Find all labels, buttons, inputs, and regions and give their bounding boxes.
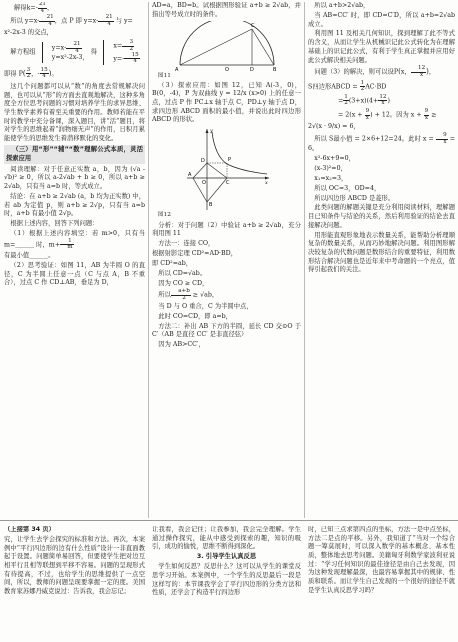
paragraph: 时，已知三点求第四点的坐标，方法一是中点坐标，方法二是点的平移。另外，我知道了“当对一个综合题一筹莫展时，可以深入数学的基本概念、基本性质，整体地去思考问题。美籍匈牙利数学家波利亚说过：“学习任何知识的最佳途径是由自己去发现，因为这种发现理解最深，也最容易掌握其中的规律、性质和联系。而让学生自己发现的一个很好的途径不就是学生认真反思学习吗？ (308, 526, 455, 594)
label-d: D (249, 66, 254, 73)
section-divider (0, 520, 458, 521)
fraction (171, 289, 191, 301)
solve-var: k=- (26, 4, 38, 12)
label-c: C (250, 22, 254, 29)
frac-num: 1 (344, 93, 348, 100)
point-p: 即得 P( $\frac{3}{2}$ ，- $\frac{15}{4}$ )。 (4, 66, 58, 80)
text: (x-3)²=0， (314, 164, 347, 172)
label-a: A (187, 172, 191, 179)
frac-num: 15 (124, 53, 139, 60)
frac-den: x (420, 71, 424, 78)
text: 此时 CO=CD，即 a=b， (158, 312, 232, 320)
frac-den: 2 (344, 100, 348, 107)
text: 所以 (158, 292, 171, 300)
semicircle (180, 21, 274, 65)
text: y=- (113, 55, 125, 63)
text: 与 y= (113, 17, 133, 25)
label-o: O (201, 180, 206, 187)
text: = (338, 97, 344, 105)
text: 所以 a+b>2√ab， (314, 2, 370, 9)
system-b (103, 40, 140, 64)
text: x²-2x-3 的交点， (4, 28, 53, 36)
line-frac (152, 289, 301, 301)
text: ) (387, 97, 390, 105)
paragraph: 究，让学生去学会探究的标准和方法。再次，本案例中“平行四边形的边有什么性质”设计一非直面教起于设置。问题简单易回答，但要使学生把对边互相平行且相等联想到平移不容易。问题的呈现形式有待提高，不过，也给学生的思维提供了一点空间，所以，教师的问题呈现要掌握一定的度。美国教育家苏娜丹威克说过：告诉我，我会忘记； (4, 535, 145, 595)
line-y (4, 15, 145, 27)
fraction (98, 15, 113, 27)
paragraph: 方法二：补出 AB 下方的半圆，延长 CD 交⊙O 于 C′（AB 是直径 CC′ 是非直径弦） (152, 322, 301, 339)
frac-num: 12 (379, 93, 387, 100)
frac-den: x (365, 114, 369, 121)
paragraph: 结论：在 a+b ≥ 2√ab (a，b 均为正实数) 中，若 ab 为定值 p，则 a+b ≥ 2√p，只有当 a=b 时，a+b 有最小值 2√p。 (4, 192, 145, 218)
solve-text: 解得 (14, 4, 27, 12)
min-line (308, 133, 455, 154)
figure-11 (172, 21, 282, 73)
frac-den: 4 (75, 47, 79, 54)
frac-num: 12 (411, 66, 426, 73)
frac-den: 4 (40, 7, 45, 14)
label-y: y (209, 128, 213, 135)
quadrilateral-abcd (193, 163, 227, 202)
text: y=x²-2x-3， (51, 54, 89, 62)
frac-num: 9 (436, 133, 448, 140)
text: 所以四边形 ABCD 是菱形。 (314, 194, 395, 202)
bottom-column-3 (308, 526, 455, 640)
text: x²-6x+9=0， (314, 155, 355, 163)
paragraph: 根据上述内容，回答下列问题： (10, 220, 99, 228)
text: x= (113, 43, 123, 51)
frac-num: 3 (26, 66, 31, 73)
fraction (39, 15, 54, 27)
equation-system: 解方程组 y=x- $\frac{21}{4}$ y=x²-2x-3， 得 x= $\frac{3}{2}$ y=- $\frac{15}{4}$ (10, 39, 139, 65)
text: 有最小值______。 (4, 252, 55, 259)
paragraph: 学生如何反思？反思什么？这可以从学生的课堂反思学习开始。本案例中，一个学生的反思最后一段是这样写的：本节课我学会了平行四边形的分类方法和性质，还学会了构造平行四边形 (152, 563, 301, 597)
area-line-1 (308, 81, 455, 93)
text: (3+x)(4+ (348, 97, 379, 105)
text: ≥ (429, 111, 437, 119)
area-line-3 (338, 109, 455, 121)
text: 方法一：连接 CO， (158, 240, 215, 248)
fraction: $\frac{1}{m}$ (60, 239, 74, 251)
column-2 (152, 2, 301, 518)
paragraph: 让我看，我会记住；让我参加，我会完全理解。学生通过操作探究，能从中感受到探索的趣，知识的吸引，成功的愉悦，思维不断得到深化。 (152, 526, 301, 551)
label-b: B (208, 202, 212, 209)
frac-num: 21 (66, 42, 81, 49)
text: 所以 y=x- (10, 17, 40, 25)
y-arrow (205, 129, 208, 133)
continued-tag: （上接第 34 页） (4, 526, 55, 533)
column-1 (4, 2, 145, 518)
fraction (122, 40, 134, 52)
fraction (66, 42, 81, 54)
frac-num: 21 (38, 2, 46, 7)
section-heading: （三）用“形”“辅”“数”理解公式本质，灵活探索应用 (4, 145, 145, 164)
column-3 (308, 2, 455, 518)
text: 问题（3）的解决，则可以设 (314, 68, 394, 76)
system-a (42, 42, 89, 63)
frac-den: x (443, 138, 447, 145)
solve-line: 解得k=- $\frac{21}{4}$ ， (14, 2, 54, 14)
paragraph: 这几个问题都可以从“数”的角度去常规解决问题，也可以从“形”的方面去直观地解决，这种多角度全方位思考问题的习惯对培养学生的求异思维、学生数学素养有着至关重要的作用。教师若能在平时的教学中充分备课，深入题目，讲“活”题目，将对学生的思维起着“润物细无声”的作用，日积月累能使学生的思维发生着潜移默化的变化。 (4, 83, 145, 143)
label-x: x (264, 180, 268, 187)
frac-den: 2 (360, 86, 365, 93)
text: 因为 AB>CC′， (158, 341, 205, 349)
frac-den: x (381, 100, 385, 107)
column-divider-2 (304, 2, 305, 518)
frac-den: 2 (26, 73, 31, 80)
paragraph: 利用图 11 及相关几何知识，探到理解了此不等式的含义，从而让学生从机械识记此公式转化为在理解基础上的识记此公式，有利于学生真正掌握并应用好此公式解决相关问题。 (308, 30, 455, 64)
text: 即 CD²=ab， (152, 259, 193, 267)
text: 根据射影定理 CD²=AD·BD， (152, 249, 238, 257)
text: ，点 P 即 y=x- (54, 17, 99, 25)
bottom-column-1 (4, 526, 145, 640)
paragraph: 用形能直观形象地表示数量关系，能帮助分析理顺复杂的数量关系，从而巧妙地解决问题。利用图形解决较复杂的代数问题是数形结合的重要特征，利用数形结合解决问题也是近年来中考命题的一个亮点，值得引起我们的关注。 (308, 231, 455, 274)
frac-den: 4 (107, 20, 111, 27)
frac-den: 4 (42, 73, 46, 80)
frac-num: 1 (360, 79, 365, 86)
subheading: 3. 引导学生认真反思 (196, 553, 257, 561)
frac-den: 4 (48, 20, 52, 27)
text: 所以 OC=3，OD=4， (314, 184, 381, 192)
text: 当 D 与 O 重合，C 为半圆中点， (158, 302, 253, 310)
hyperbola (212, 132, 267, 174)
fraction (411, 66, 426, 78)
text: P (393, 68, 399, 76)
frac-num: 9 (424, 107, 429, 114)
label-p: P (227, 157, 231, 164)
fraction (124, 53, 139, 65)
text: x₁=x₂=3， (314, 174, 348, 182)
text: 因为 CO ≥ CD， (158, 279, 209, 287)
figure-11-caption: 图11 (157, 72, 171, 79)
frac-num: 9 (365, 107, 370, 114)
label-b: B (272, 66, 276, 73)
text: 所以 S最小值 = 2×6+12=24。此时 x = (314, 135, 436, 143)
text: ≥ √ab， (190, 292, 219, 300)
fraction (436, 133, 448, 145)
figure-12 (181, 126, 273, 212)
paragraph: 阅读理解：对于任意正实数 a，b，因为 (√a - √b)² ≥ 0，所以 a-2√ab + b ≥ 0，所以 a+b ≥ 2√ab，只有当 a=b 时，等式成立。 (4, 165, 145, 190)
label-a: A (174, 66, 178, 73)
frac-den: 2 (129, 46, 134, 53)
frac-num: 21 (98, 15, 113, 22)
label-d: D (200, 158, 205, 165)
text: 解方程组 (10, 49, 36, 57)
label-o: O (224, 66, 229, 73)
frac-num: a+b (171, 289, 191, 296)
frac-num: 3 (122, 40, 134, 47)
text: y=x- (51, 44, 67, 52)
text: AC·BD (365, 83, 387, 91)
area-line-2 (338, 95, 455, 107)
fraction (38, 2, 47, 14)
text: S四边形ABCD = (308, 83, 360, 91)
paragraph: （2）思考验证：如图 11，AB 为半圆 O 的直径，C 为半圆上任意一点（C 与点 A，B 不重合），过点 C 作 CD⊥AB，垂足为 D， (4, 261, 145, 287)
paragraph: 分析：对于问题（2）中验证 a+b ≥ 2√ab，充分利用图 11 (152, 221, 301, 238)
paragraph: AD=a，BD=b。试根据图形验证 a+b ≥ 2√ab，并指出等号成立时的条件。 (152, 2, 301, 18)
frac-den: x (424, 114, 428, 121)
text: = 6。 (308, 135, 455, 153)
text: 所以 CD=√ab。 (158, 269, 207, 277)
paragraph: （3）探索应用：如图 12，已知 A(-3，0)，B(0，-4)，P 为双曲线 y = 12/x (x>0) 上的任意一点，过点 P 作 PC⊥x 轴于点 C，PD⊥y 轴于点 D，求四边形 ABCD 面积的最小值，并说出此时四边形 ABCD 的形状。 (152, 81, 301, 124)
text: 2√(x · 9/x) = 6， (308, 123, 360, 131)
column-divider-1 (148, 2, 149, 518)
fraction (40, 68, 49, 80)
paragraph: 此类问题的解题关键是充分利用阅读材料，理解题目已知条件与结论的关系，然后利用验证的结论去直接解决问题。 (308, 204, 455, 229)
figure-12-caption: 图12 (157, 212, 171, 219)
question-1 (4, 230, 145, 251)
text: （1）根据上述内容填空：若 m>0，只有当 m=______ 时，m+ (4, 229, 145, 249)
text: ) + 12。因为 x + (370, 111, 424, 119)
bottom-column-2 (152, 526, 301, 640)
text: 当 AB=CC′ 时，即 CD=C′D，所以 a+b=2√ab 成立。 (308, 11, 455, 28)
text: = 2(x + (338, 111, 365, 119)
frac-den: 4 (133, 58, 137, 65)
frac-num: 21 (39, 15, 54, 22)
paragraph-p: 问题（3）的解决，则可以设P(x， $\frac{12}{x}$ )， (314, 65, 436, 78)
frac-den: 2 (182, 295, 186, 302)
text: 即得 P (4, 70, 23, 78)
label-c: C (225, 180, 229, 187)
fraction (26, 68, 32, 80)
frac-num: 15 (40, 66, 48, 73)
